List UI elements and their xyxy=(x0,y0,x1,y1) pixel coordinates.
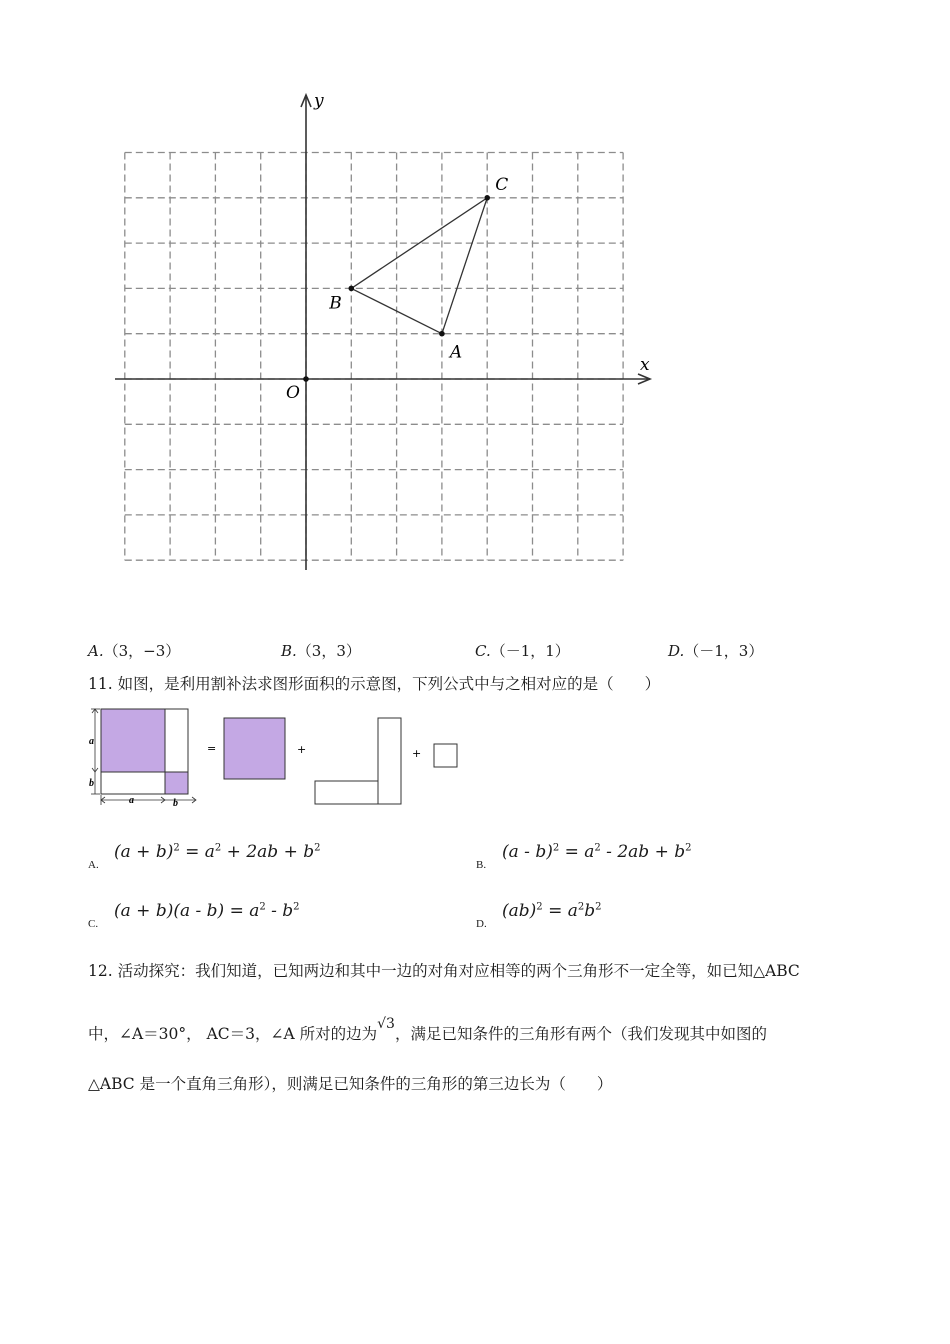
coordinate-grid-figure xyxy=(100,80,680,580)
origin-label: O xyxy=(286,383,300,403)
vertex-label-c: C xyxy=(495,174,509,195)
small-square-b xyxy=(165,772,188,794)
option-text: （3，−3） xyxy=(103,642,181,660)
option-letter: C. xyxy=(475,642,491,660)
plus-sign-1: + xyxy=(297,743,307,756)
grid-lines xyxy=(125,153,623,561)
option-formula: $(a + b)(a - b) = a^2 - b^2$ xyxy=(114,901,300,921)
vertex-label-b: B xyxy=(329,293,342,314)
q12-line-2-part-a: 中，∠A＝30°， AC＝3，∠A 所对的边为 xyxy=(88,1025,378,1043)
q10-option-d[interactable] xyxy=(668,640,763,661)
q10-option-b[interactable] xyxy=(281,640,361,661)
x-axis-label: x xyxy=(640,355,650,375)
option-letter: C. xyxy=(88,918,99,930)
y-axis-label: y xyxy=(314,91,324,111)
vertex-point-c xyxy=(484,195,490,201)
label-b-vertical: b xyxy=(89,778,94,789)
q12-line-2 xyxy=(88,1016,767,1044)
q12-line-2-part-b: ，满足已知条件的三角形有两个（我们发现其中如图的 xyxy=(394,1025,767,1043)
label-b-horizontal: b xyxy=(173,798,178,808)
q12-line-3: △ABC 是一个直角三角形），则满足已知条件的三角形的第三边长为（ ） xyxy=(88,1075,613,1093)
label-a-vertical: a xyxy=(89,736,94,747)
option-letter: A. xyxy=(88,642,104,660)
equals-sign: = xyxy=(207,742,217,755)
option-letter: A. xyxy=(88,859,99,871)
vertex-point-b xyxy=(349,286,355,292)
option-formula: $(a + b)^2 = a^2 + 2ab + b^2$ xyxy=(114,842,321,862)
triangle-abc xyxy=(351,198,487,334)
option-text: （－1，3） xyxy=(684,642,764,660)
option-letter: B. xyxy=(476,859,487,871)
label-a-horizontal: a xyxy=(129,795,134,806)
plus-sign-2: + xyxy=(412,747,422,760)
option-formula: $(a - b)^2 = a^2 - 2ab + b^2$ xyxy=(502,842,692,862)
option-text: （－1，1） xyxy=(490,642,570,660)
rect-ab-horizontal xyxy=(315,781,378,804)
option-letter: D. xyxy=(668,642,685,660)
square-a-squared xyxy=(224,718,285,779)
option-letter: D. xyxy=(476,918,487,930)
q12-line-1: 12. 活动探究：我们知道，已知两边和其中一边的对角对应相等的两个三角形不一定全等，如已知△ABC xyxy=(88,962,800,980)
origin-point xyxy=(303,376,309,382)
option-formula: $(ab)^2 = a^2b^2$ xyxy=(502,901,602,921)
q11-area-figure xyxy=(86,704,466,808)
q10-option-a[interactable] xyxy=(88,640,180,661)
big-square-a xyxy=(101,709,165,772)
triangle-vertices xyxy=(328,175,508,363)
square-b-squared xyxy=(434,744,457,767)
option-text: （3，3） xyxy=(296,642,361,660)
rect-ab-vertical xyxy=(378,718,401,804)
q11-stem: 11. 如图，是利用割补法求图形面积的示意图，下列公式中与之相对应的是（ ） xyxy=(88,675,661,693)
vertex-point-a xyxy=(439,331,445,337)
vertex-label-a: A xyxy=(449,342,463,363)
axes xyxy=(115,95,650,570)
option-letter: B. xyxy=(281,642,297,660)
q10-option-c[interactable] xyxy=(475,640,570,661)
sqrt-three: √3 xyxy=(377,1016,395,1032)
